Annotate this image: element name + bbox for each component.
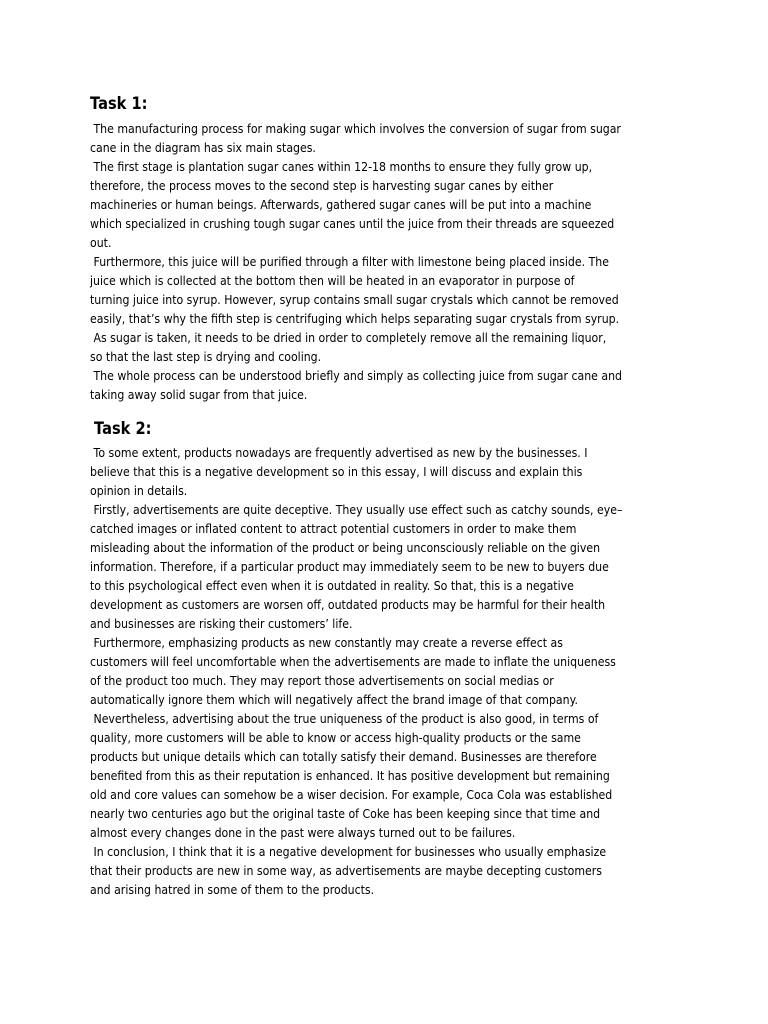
task2-heading: Task 2: bbox=[94, 419, 152, 439]
task1-paragraph-stages-1-3: The first stage is plantation sugar canes within 12-18 months to ensure they fully grow up, therefore, the process moves to the second step is harvesting sugar canes by either machineries or human beings. Afterwards, gathered sugar canes will be put into a machine which specialized in crushing tough sugar canes until the juice from their threads are squeezed out. bbox=[90, 159, 615, 250]
task1-paragraph-intro: The manufacturing process for making sugar which involves the conversion of sugar from sugar cane in the diagram has six main stages. bbox=[90, 121, 621, 155]
task2-paragraph-intro: To some extent, products nowadays are frequently advertised as new by the businesses. I believe that this is a negative development so in this essay, I will discuss and explain this opinion in details. bbox=[90, 445, 588, 498]
task1-heading: Task 1: bbox=[90, 94, 148, 114]
task1-body bbox=[90, 119, 690, 404]
task2-paragraph-conclusion: In conclusion, I think that it is a negative development for businesses who usually emphasize that their products are new in some way, as advertisements are maybe decepting customers and arising hatred in some of them to the products. bbox=[90, 844, 607, 897]
task1-paragraph-stages-4-5: Furthermore, this juice will be purified through a filter with limestone being placed inside. The juice which is collected at the bottom then will be heated in an evaporator in purpose of turning juice into syrup. However, syrup contains small sugar crystals which cannot be removed easily, that’s why the fifth step is centrifuging which helps separating sugar crystals from syrup. bbox=[90, 254, 620, 326]
task1-paragraph-summary: The whole process can be understood briefly and simply as collecting juice from sugar cane and taking away solid sugar from that juice. bbox=[90, 368, 623, 402]
document-page bbox=[90, 92, 690, 899]
task1-paragraph-stage-6: As sugar is taken, it needs to be dried in order to completely remove all the remaining liquor, so that the last step is drying and cooling. bbox=[90, 330, 607, 364]
task2-paragraph-body-3: Nevertheless, advertising about the true uniqueness of the product is also good, in terms of quality, more customers will be able to know or access high-quality products or the same products but unique details which can totally satisfy their demand. Businesses are therefore benefited from this as their reputation is enhanced. It has positive development but remaining old and core values can somehow be a wiser decision. For example, Coca Cola was established nearly two centuries ago but the original taste of Coke has been keeping since that time and almost every changes done in the past were always turned out to be failures. bbox=[90, 711, 613, 840]
task2-paragraph-body-1: Firstly, advertisements are quite deceptive. They usually use effect such as catchy sounds, eye– catched images or inflated content to attract potential customers in order to make them misleading about the information of the product or being unconsciously reliable on the given information. Therefore, if a particular product may immediately seem to be new to buyers due to this psychological effect even when it is outdated in reality. So that, this is a negative development as customers are worsen off, outdated products may be harmful for their health and businesses are risking their customers’ life. bbox=[90, 502, 623, 631]
task2-paragraph-body-2: Furthermore, emphasizing products as new constantly may create a reverse effect as customers will feel uncomfortable when the advertisements are made to inflate the uniqueness of the product too much. They may report those advertisements on social medias or automatically ignore them which will negatively affect the brand image of that company. bbox=[90, 635, 616, 707]
task2-body bbox=[90, 443, 690, 899]
task2-section bbox=[90, 417, 690, 899]
task1-section bbox=[90, 92, 690, 404]
